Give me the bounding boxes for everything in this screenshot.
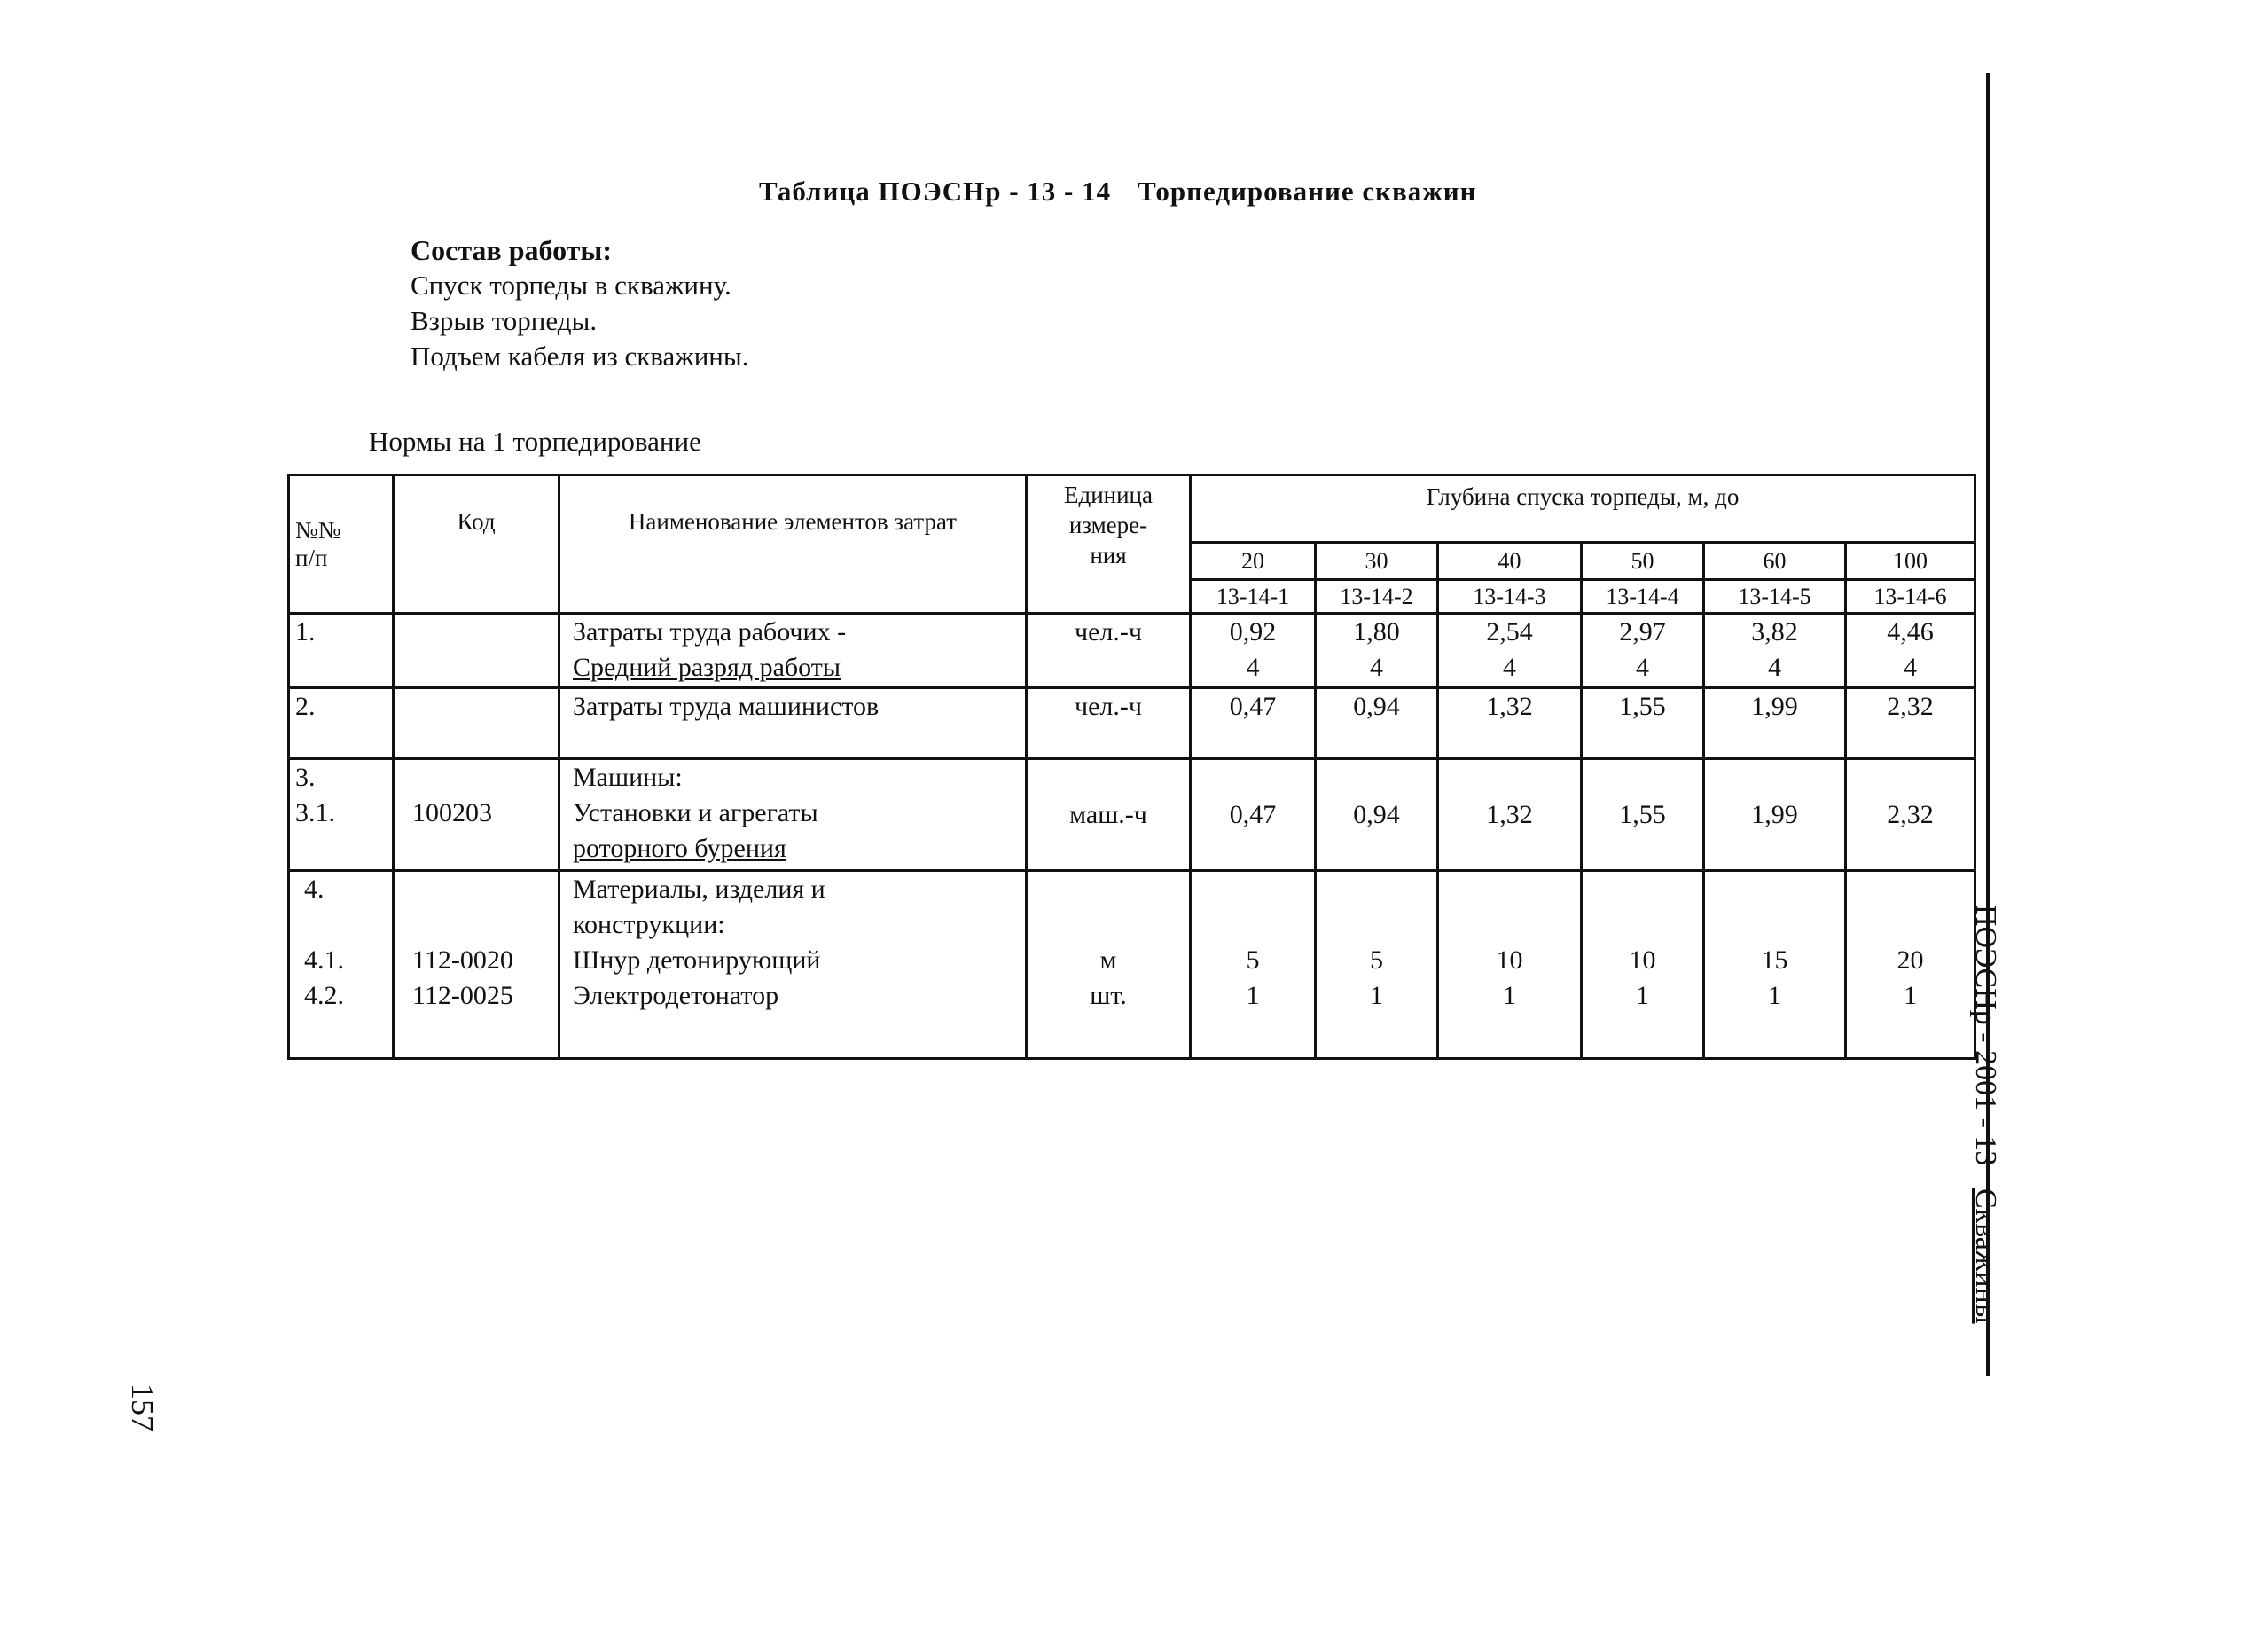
header-row (289, 475, 1975, 543)
row-value: 1,99 (1704, 688, 1846, 759)
table-label: Таблица ПОЭСНр - 13 - 14 (759, 176, 1112, 207)
row-value: 5 1 (1191, 871, 1316, 1059)
norm-code: 13-14-1 (1191, 580, 1316, 614)
row-value: 0,47 (1191, 688, 1316, 759)
row-value: 10 1 (1438, 871, 1582, 1059)
composition-heading: Состав работы: (411, 234, 613, 266)
row-num: 1. (289, 614, 394, 688)
table-row (289, 871, 1975, 1059)
row-name: Затраты труда машинистов (559, 688, 1027, 759)
row-value: 0,47 (1191, 759, 1316, 871)
norm-code: 13-14-6 (1846, 580, 1975, 614)
row-value: 2,32 (1846, 688, 1975, 759)
header-depth: Глубина спуска торпеды, м, до (1191, 475, 1975, 543)
depth-value: 60 (1704, 543, 1846, 580)
row-value: 0,94 (1316, 688, 1438, 759)
row-num: 2. (289, 688, 394, 759)
depth-value: 50 (1582, 543, 1704, 580)
header-name: Наименование элементов затрат (559, 475, 1027, 614)
row-value: 15 1 (1704, 871, 1846, 1059)
header-unit: Единица измере- ния (1027, 475, 1191, 614)
row-value: 2,54 4 (1438, 614, 1582, 688)
row-num: 3. 3.1. (289, 759, 394, 871)
row-code (394, 688, 559, 759)
composition-item: Подъем кабеля из скважины. (411, 341, 749, 372)
row-value: 2,97 4 (1582, 614, 1704, 688)
row-value: 2,32 (1846, 759, 1975, 871)
row-value: 1,32 (1438, 759, 1582, 871)
row-value: 1,55 (1582, 759, 1704, 871)
row-name: Машины: Установки и агрегаты роторного бурения (559, 759, 1027, 871)
depth-value: 100 (1846, 543, 1975, 580)
section-name: Скважины (1969, 1188, 2002, 1324)
table-name: Торпедирование скважин (1138, 176, 1477, 207)
norm-code: 13-14-5 (1704, 580, 1846, 614)
row-value: 10 1 (1582, 871, 1704, 1059)
row-unit: чел.-ч (1027, 688, 1191, 759)
table-row (289, 759, 1975, 871)
row-code: 100203 (394, 759, 559, 871)
depth-value: 30 (1316, 543, 1438, 580)
header-code: Код (394, 475, 559, 614)
row-value: 0,92 4 (1191, 614, 1316, 688)
norms-table (287, 474, 1976, 1060)
depth-value: 20 (1191, 543, 1316, 580)
row-name: Материалы, изделия и конструкции: Шнур детонирующий Электродетонатор (559, 871, 1027, 1059)
norm-code: 13-14-2 (1316, 580, 1438, 614)
row-value: 20 1 (1846, 871, 1975, 1059)
row-value: 5 1 (1316, 871, 1438, 1059)
row-value: 3,82 4 (1704, 614, 1846, 688)
document-code: ПОЭСНр - 2001 - 13 (1969, 905, 2002, 1166)
norm-code: 13-14-4 (1582, 580, 1704, 614)
header-num: №№ п/п (289, 475, 394, 614)
side-header (1968, 905, 2002, 1324)
composition-item: Взрыв торпеды. (411, 305, 598, 336)
row-value: 1,55 (1582, 688, 1704, 759)
table-title (759, 176, 1476, 208)
composition-item: Спуск торпеды в скважину. (411, 270, 731, 301)
row-code (394, 614, 559, 688)
norms-caption: Нормы на 1 торпедирование (369, 426, 701, 457)
row-name: Затраты труда рабочих - Средний разряд работы (559, 614, 1027, 688)
table-row (289, 688, 1975, 759)
row-unit: маш.-ч (1027, 759, 1191, 871)
row-value: 4,46 4 (1846, 614, 1975, 688)
row-code: 112-0020 112-0025 (394, 871, 559, 1059)
row-unit: м шт. (1027, 871, 1191, 1059)
row-value: 0,94 (1316, 759, 1438, 871)
row-num: 4. 4.1. 4.2. (289, 871, 394, 1059)
work-composition (411, 232, 748, 374)
row-value: 1,32 (1438, 688, 1582, 759)
depth-value: 40 (1438, 543, 1582, 580)
page-number: 157 (125, 1384, 160, 1431)
row-value: 1,99 (1704, 759, 1846, 871)
row-value: 1,80 4 (1316, 614, 1438, 688)
row-unit: чел.-ч (1027, 614, 1191, 688)
table-row (289, 614, 1975, 688)
norm-code: 13-14-3 (1438, 580, 1582, 614)
